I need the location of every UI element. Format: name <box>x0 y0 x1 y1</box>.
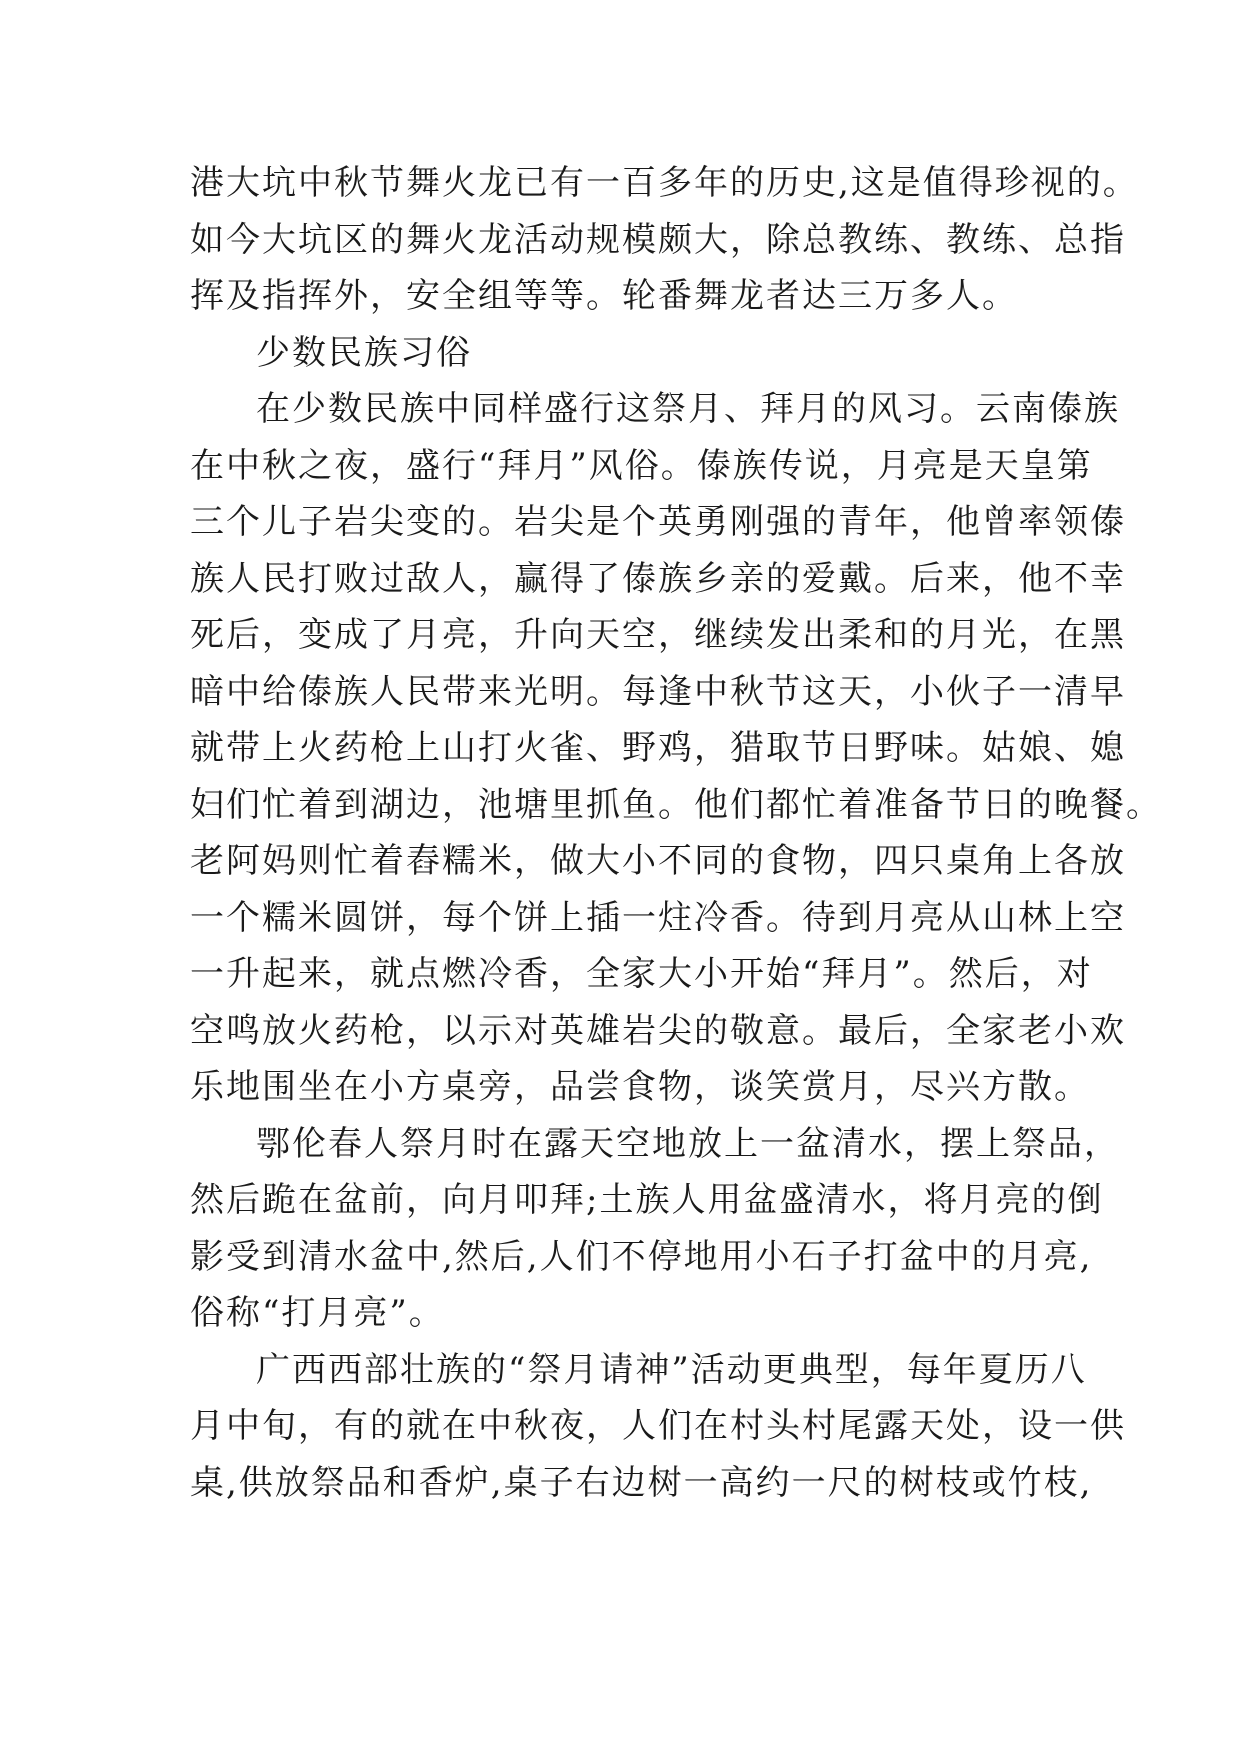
text-line: 挥及指挥外，安全组等等。轮番舞龙者达三万多人。 <box>190 276 1018 316</box>
text-line: 如今大坑区的舞火龙活动规模颇大，除总教练、教练、总指 <box>190 219 1126 260</box>
text-line: 三个儿子岩尖变的。岩尖是个英勇刚强的青年，他曾率领傣 <box>190 502 1126 542</box>
text-line: 族人民打败过敌人，赢得了傣族乡亲的爱戴。后来，他不幸 <box>190 558 1126 599</box>
text-line: 一个糯米圆饼，每个饼上插一炷冷香。待到月亮从山林上空 <box>190 897 1126 938</box>
section-heading: 少数民族习俗 <box>256 332 472 373</box>
text-line: 死后，变成了月亮，升向天空，继续发出柔和的月光，在黑 <box>190 615 1126 655</box>
text-line: 暗中给傣族人民带来光明。每逢中秋节这天，小伙子一清早 <box>190 671 1126 712</box>
text-line: 就带上火药枪上山打火雀、野鸡，猎取节日野味。姑娘、媳 <box>190 728 1126 768</box>
text-line: 桌,供放祭品和香炉,桌子右边树一高约一尺的树枝或竹枝, <box>190 1462 1093 1503</box>
text-line: 然后跪在盆前，向月叩拜;土族人用盆盛清水，将月亮的倒 <box>190 1180 1104 1220</box>
text-line: 妇们忙着到湖边，池塘里抓鱼。他们都忙着准备节日的晚餐。 <box>190 784 1162 825</box>
text-line: 在中秋之夜，盛行“拜月”风俗。傣族传说，月亮是天皇第 <box>190 445 1093 486</box>
body-text <box>190 155 1162 1511</box>
text-line: 乐地围坐在小方桌旁，品尝食物，谈笑赏月，尽兴方散。 <box>190 1067 1090 1107</box>
text-line: 影受到清水盆中,然后,人们不停地用小石子打盆中的月亮, <box>190 1236 1093 1277</box>
text-line: 鄂伦春人祭月时在露天空地放上一盆清水，摆上祭品， <box>256 1123 1120 1164</box>
text-line: 港大坑中秋节舞火龙已有一百多年的历史,这是值得珍视的。 <box>190 163 1139 203</box>
text-line: 在少数民族中同样盛行这祭月、拜月的风习。云南傣族 <box>256 389 1120 429</box>
text-line: 俗称“打月亮”。 <box>190 1293 445 1333</box>
text-line: 老阿妈则忙着舂糯米，做大小不同的食物，四只桌角上各放 <box>190 841 1126 881</box>
text-line: 广西西部壮族的“祭月请神”活动更典型，每年夏历八 <box>256 1349 1087 1390</box>
text-line: 空鸣放火药枪，以示对英雄岩尖的敬意。最后，全家老小欢 <box>190 1010 1126 1051</box>
text-line: 一升起来，就点燃冷香，全家大小开始“拜月”。然后，对 <box>190 954 1093 994</box>
text-line: 月中旬，有的就在中秋夜，人们在村头村尾露天处，设一供 <box>190 1406 1126 1446</box>
